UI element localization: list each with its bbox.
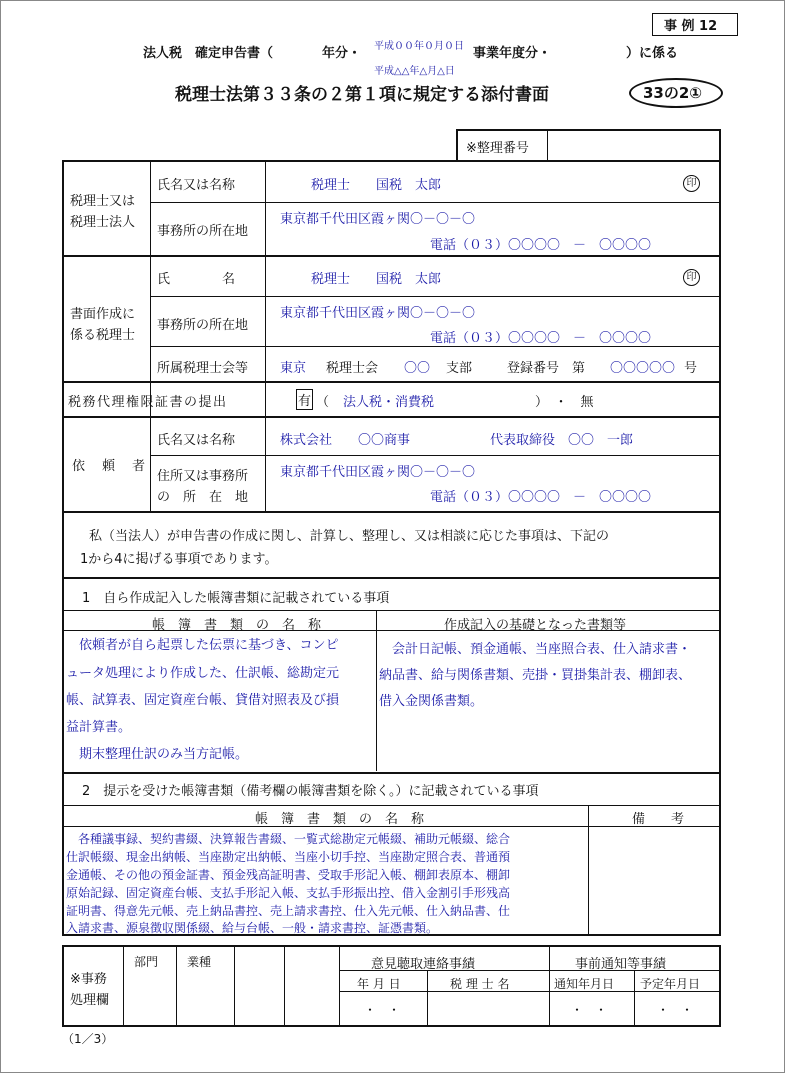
section2-line[interactable]: 仕訳帳綴、現金出納帳、当座勘定出納帳、当座小切手控、当座勘定照合表、普通預	[66, 850, 511, 864]
registry-input[interactable]	[550, 131, 718, 160]
poa-label: 税務代理権限証書の提出	[68, 395, 228, 410]
client-name-label: 氏名又は名称	[157, 433, 236, 448]
header-close: ）に係る	[626, 46, 679, 61]
preparer-seal: 印	[683, 269, 700, 286]
section1-left-line[interactable]: 益計算書。	[66, 720, 132, 735]
client-rep[interactable]: 代表取締役 〇〇 一郎	[490, 433, 634, 448]
preparer-branch-value[interactable]: 〇〇	[404, 361, 431, 376]
preparer-reg-value[interactable]: 〇〇〇〇〇	[610, 361, 676, 376]
statement-line-2: 1から4に掲げる事項であります。	[80, 552, 278, 567]
poa-yes[interactable]: 有	[296, 389, 313, 410]
section2-col-right: 備 考	[632, 812, 685, 827]
tax-accountant-name[interactable]: 税理士 国税 太郎	[311, 178, 442, 193]
preparer-name-label: 氏 名	[157, 272, 236, 287]
tax-accountant-name-label: 氏名又は名称	[157, 178, 236, 193]
section1-title: 1 自ら作成記入した帳簿書類に記載されている事項	[82, 591, 390, 606]
section1-col-left: 帳 簿 書 類 の 名 称	[152, 618, 322, 633]
office-opinion-header: 意見聴取連絡事績	[371, 957, 476, 972]
office-dots-scheduled: ・ ・	[657, 1003, 694, 1017]
office-notice-header: 事前通知等事績	[575, 957, 667, 972]
preparer-label-1: 書面作成に	[70, 307, 136, 322]
tax-accountant-address[interactable]: 東京都千代田区霞ヶ関〇－〇－〇	[280, 212, 476, 227]
section2-col-left: 帳 簿 書 類 の 名 称	[255, 812, 425, 827]
section1-right-line[interactable]: 借入金関係書類。	[379, 694, 484, 709]
preparer-reg-suffix: 号	[684, 361, 698, 376]
office-industry: 業種	[187, 955, 212, 969]
section1-col-right: 作成記入の基礎となった書類等	[444, 618, 627, 633]
section1-left-line[interactable]: 帳、試算表、固定資産台帳、貸借対照表及び損	[66, 693, 340, 708]
tax-accountant-label-1: 税理士又は	[70, 194, 136, 209]
header-year-label: 年分・	[322, 46, 362, 61]
client-address[interactable]: 東京都千代田区霞ヶ関〇－〇－〇	[280, 465, 476, 480]
office-dept: 部門	[134, 955, 159, 969]
poa-close: ） ・ 無	[535, 395, 594, 410]
preparer-name[interactable]: 税理士 国税 太郎	[311, 272, 442, 287]
client-phone[interactable]: 電話（０３）〇〇〇〇 － 〇〇〇〇	[430, 490, 652, 505]
preparer-assoc-label: 所属税理士会等	[157, 361, 249, 376]
tax-accountant-office-label: 事務所の所在地	[157, 224, 249, 239]
section2-line[interactable]: 証明書、得意先元帳、売上納品書控、売上請求書控、仕入先元帳、仕入納品書、仕	[66, 904, 511, 918]
preparer-assoc-tokyo[interactable]: 東京	[280, 361, 307, 376]
section2-title: 2 提示を受けた帳簿書類（備考欄の帳簿書類を除く。）に記載されている事項	[82, 784, 539, 799]
header-fiscal: 事業年度分・	[473, 46, 552, 61]
office-notice-date: 通知年月日	[554, 977, 615, 991]
statement-line-1: 私（当法人）が申告書の作成に関し、計算し、整理し、又は相談に応じた事項は、下記の	[89, 529, 610, 544]
office-scheduled-date: 予定年月日	[640, 977, 701, 991]
tax-accountant-phone[interactable]: 電話（０３）〇〇〇〇 － 〇〇〇〇	[430, 238, 652, 253]
header-date-from: 平成００年０月０日	[374, 41, 464, 52]
office-label-1: ※事務	[70, 972, 107, 987]
preparer-assoc-kai: 税理士会	[326, 361, 379, 376]
tax-accountant-seal: 印	[683, 175, 700, 192]
office-dots-notice: ・ ・	[571, 1003, 608, 1017]
form-code: 33の2①	[643, 84, 703, 102]
tax-accountant-label-2: 税理士法人	[70, 215, 136, 230]
section2-line[interactable]: 入請求書、源泉徴収関係綴、給与台帳、一般・請求書控、証憑書類。	[66, 921, 439, 935]
preparer-reg-label: 登録番号 第	[507, 361, 586, 376]
preparer-address[interactable]: 東京都千代田区霞ヶ関〇－〇－〇	[280, 306, 476, 321]
office-accountant-col: 税 理 士 名	[450, 977, 510, 991]
poa-open: （	[316, 395, 330, 410]
section1-left-line[interactable]: 期末整理仕訳のみ当方記帳。	[66, 747, 249, 762]
client-label: 依 頼 者	[72, 459, 148, 474]
poa-taxes[interactable]: 法人税・消費税	[343, 395, 435, 410]
case-tag: 事 例 12	[664, 19, 718, 34]
preparer-office-label: 事務所の所在地	[157, 318, 249, 333]
registry-label: ※整理番号	[466, 141, 529, 156]
preparer-label-2: 係る税理士	[70, 328, 136, 343]
section1-right-line[interactable]: 納品書、給与関係書類、売掛・買掛集計表、棚卸表、	[379, 668, 692, 683]
client-addr-label-1: 住所又は事務所	[157, 469, 249, 484]
section2-line[interactable]: 金通帳、その他の預金証書、預金残高証明書、受取手形記入帳、棚卸表原本、棚卸	[66, 868, 511, 882]
section2-line[interactable]: 原始記録、固定資産台帳、支払手形記入帳、支払手形振出控、借入金割引手形残高	[66, 886, 511, 900]
preparer-phone[interactable]: 電話（０３）〇〇〇〇 － 〇〇〇〇	[430, 331, 652, 346]
section1-right-line[interactable]: 会計日記帳、預金通帳、当座照合表、仕入請求書・	[379, 642, 692, 657]
office-date-col: 年 月 日	[357, 977, 401, 991]
section1-left-line[interactable]: ュータ処理により作成した、仕訳帳、総勘定元	[66, 666, 340, 681]
preparer-branch-label: 支部	[446, 361, 473, 376]
page-number: （1／3）	[62, 1032, 114, 1046]
section2-line[interactable]: 各種議事録、契約書綴、決算報告書綴、一覧式総勘定元帳綴、補助元帳綴、総合	[66, 832, 511, 846]
client-addr-label-2: の 所 在 地	[157, 490, 249, 505]
page-title: 税理士法第３３条の２第１項に規定する添付書面	[175, 85, 549, 105]
office-dots-date: ・ ・	[364, 1003, 401, 1017]
header-prefix: 法人税 確定申告書（	[143, 46, 274, 61]
office-label-2: 処理欄	[70, 993, 110, 1008]
header-date-to: 平成△△年△月△日	[374, 66, 455, 77]
client-company[interactable]: 株式会社 〇〇商事	[280, 433, 411, 448]
section1-left-line[interactable]: 依頼者が自ら起票した伝票に基づき、コンピ	[66, 638, 339, 653]
